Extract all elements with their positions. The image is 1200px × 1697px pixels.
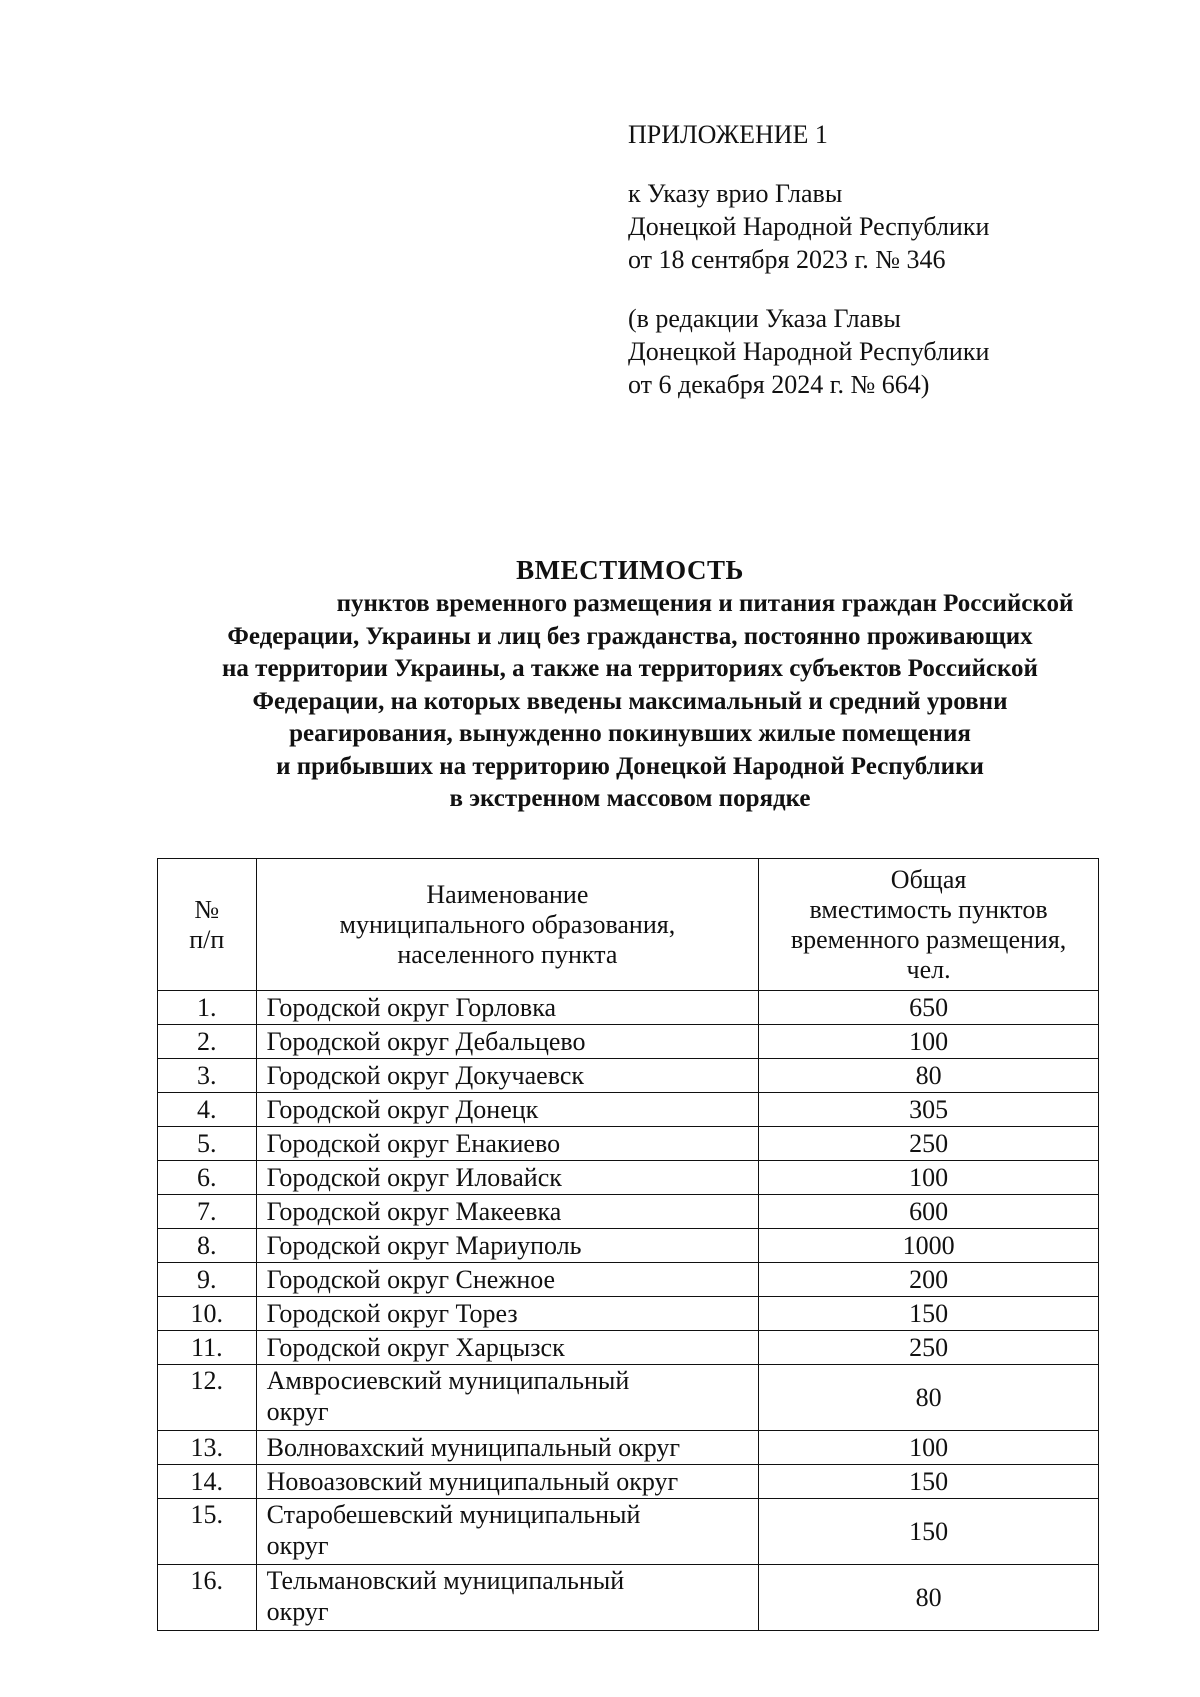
row-name <box>256 1025 759 1059</box>
row-number: 15. <box>158 1499 257 1565</box>
header-capacity <box>759 859 1099 991</box>
row-name-line: Городской округ Макеевка <box>266 1196 562 1226</box>
table-body <box>158 991 1099 1631</box>
row-capacity: 100 <box>759 1025 1099 1059</box>
table-row <box>158 1365 1099 1431</box>
row-name <box>256 1059 759 1093</box>
annex-edition-line: (в редакции Указа Главы <box>628 304 901 333</box>
row-number: 3. <box>158 1059 257 1093</box>
row-number: 16. <box>158 1565 257 1631</box>
row-capacity: 80 <box>759 1059 1099 1093</box>
row-number: 8. <box>158 1229 257 1263</box>
row-name <box>256 1465 759 1499</box>
row-capacity: 250 <box>759 1127 1099 1161</box>
row-name-line: Новоазовский муниципальный округ <box>266 1466 679 1496</box>
header-name-line: Наименование <box>426 879 589 909</box>
table-row <box>158 1465 1099 1499</box>
row-capacity: 1000 <box>759 1229 1099 1263</box>
row-capacity: 80 <box>759 1565 1099 1631</box>
row-name-line: Городской округ Горловка <box>266 992 556 1022</box>
document-heading <box>150 552 1110 816</box>
annex-title: ПРИЛОЖЕНИЕ 1 <box>628 120 828 149</box>
table-row <box>158 1565 1099 1631</box>
row-name-line: Городской округ Торез <box>266 1298 518 1328</box>
row-number: 4. <box>158 1093 257 1127</box>
annex-decree-line: Донецкой Народной Республики <box>628 212 990 241</box>
table-row <box>158 1263 1099 1297</box>
header-number-line: № <box>194 894 220 924</box>
header-capacity-line: чел. <box>906 954 951 984</box>
document-subtitle <box>150 588 1110 816</box>
table-row <box>158 1093 1099 1127</box>
row-number: 5. <box>158 1127 257 1161</box>
row-capacity: 200 <box>759 1263 1099 1297</box>
annex-decree-line: от 18 сентября 2023 г. № 346 <box>628 245 946 274</box>
row-name-line: Волновахский муниципальный округ <box>266 1432 681 1462</box>
table-row <box>158 1127 1099 1161</box>
row-name <box>256 1093 759 1127</box>
row-name-line: Городской округ Снежное <box>266 1264 556 1294</box>
header-capacity-line: Общая <box>890 864 967 894</box>
row-capacity: 100 <box>759 1161 1099 1195</box>
row-name <box>256 1161 759 1195</box>
row-number: 13. <box>158 1431 257 1465</box>
row-name-line: Тельмановский муниципальный <box>266 1566 625 1595</box>
row-capacity: 100 <box>759 1431 1099 1465</box>
row-capacity: 80 <box>759 1365 1099 1431</box>
annex-edition-line: Донецкой Народной Республики <box>628 337 990 366</box>
row-name <box>256 1297 759 1331</box>
row-capacity: 250 <box>759 1331 1099 1365</box>
table-row <box>158 1297 1099 1331</box>
table-row <box>158 1195 1099 1229</box>
row-name <box>256 1365 759 1431</box>
table-header <box>158 859 1099 991</box>
row-name-line: Городской округ Харцызск <box>266 1332 565 1362</box>
table-row <box>158 1059 1099 1093</box>
row-name <box>256 1499 759 1565</box>
subtitle-line: реагирования, вынужденно покинувших жилые помещения <box>289 720 971 747</box>
row-name-line: Городской округ Донецк <box>266 1094 539 1124</box>
table-row <box>158 1229 1099 1263</box>
subtitle-line: и прибывших на территорию Донецкой Народной Республики <box>276 752 984 780</box>
row-name <box>256 1331 759 1365</box>
row-name-line: Городской округ Иловайск <box>266 1162 562 1192</box>
header-name-line: муниципального образования, <box>339 909 676 939</box>
row-capacity: 150 <box>759 1499 1099 1565</box>
header-number-line: п/п <box>189 924 225 954</box>
row-capacity: 305 <box>759 1093 1099 1127</box>
row-name-line: Городской округ Енакиево <box>266 1128 561 1158</box>
row-number: 12. <box>158 1365 257 1431</box>
row-number: 2. <box>158 1025 257 1059</box>
row-capacity: 600 <box>759 1195 1099 1229</box>
header-name <box>256 859 759 991</box>
row-capacity: 150 <box>759 1297 1099 1331</box>
annex-spacer <box>628 276 989 302</box>
row-name-line: округ <box>266 1597 329 1626</box>
table-row <box>158 1161 1099 1195</box>
row-name <box>256 991 759 1025</box>
subtitle-line: на территории Украины, а также на территориях субъектов Российской <box>222 655 1038 682</box>
capacity-table <box>157 858 1099 1631</box>
header-capacity-line: временного размещения, <box>790 924 1067 954</box>
row-number: 6. <box>158 1161 257 1195</box>
table-header-row <box>158 859 1099 991</box>
row-name-line: Городской округ Дебальцево <box>266 1026 586 1056</box>
row-number: 10. <box>158 1297 257 1331</box>
table-row <box>158 1331 1099 1365</box>
annex-block <box>628 118 989 401</box>
row-number: 9. <box>158 1263 257 1297</box>
row-number: 11. <box>158 1331 257 1365</box>
row-name <box>256 1565 759 1631</box>
subtitle-line: Федерации, Украины и лиц без гражданства, постоянно проживающих <box>227 622 1033 650</box>
row-name-line: Старобешевский муниципальный <box>266 1500 641 1529</box>
row-name <box>256 1127 759 1161</box>
table-row <box>158 1025 1099 1059</box>
row-name-line: Городской округ Мариуполь <box>266 1230 582 1260</box>
table-row <box>158 1499 1099 1565</box>
row-number: 7. <box>158 1195 257 1229</box>
row-capacity: 650 <box>759 991 1099 1025</box>
header-name-line: населенного пункта <box>397 939 618 969</box>
row-number: 14. <box>158 1465 257 1499</box>
document-title: ВМЕСТИМОСТЬ <box>516 555 744 585</box>
table-row <box>158 1431 1099 1465</box>
annex-edition-line: от 6 декабря 2024 г. № 664) <box>628 370 930 399</box>
row-name-line: Амвросиевский муниципальный <box>266 1366 630 1395</box>
row-name-line: округ <box>266 1397 329 1426</box>
annex-decree-line: к Указу врио Главы <box>628 179 843 208</box>
row-capacity: 150 <box>759 1465 1099 1499</box>
subtitle-line: в экстренном массовом порядке <box>449 785 811 812</box>
subtitle-line: Федерации, на которых введены максимальный и средний уровни <box>252 687 1008 715</box>
row-number: 1. <box>158 991 257 1025</box>
row-name-line: Городской округ Докучаевск <box>266 1060 585 1090</box>
header-number <box>158 859 257 991</box>
row-name <box>256 1431 759 1465</box>
table-row <box>158 991 1099 1025</box>
header-capacity-line: вместимость пунктов <box>809 894 1048 924</box>
row-name <box>256 1229 759 1263</box>
subtitle-line: пунктов временного размещения и питания граждан Российской <box>336 590 1074 617</box>
annex-spacer <box>628 151 989 177</box>
row-name-line: округ <box>266 1531 329 1560</box>
row-name <box>256 1263 759 1297</box>
row-name <box>256 1195 759 1229</box>
